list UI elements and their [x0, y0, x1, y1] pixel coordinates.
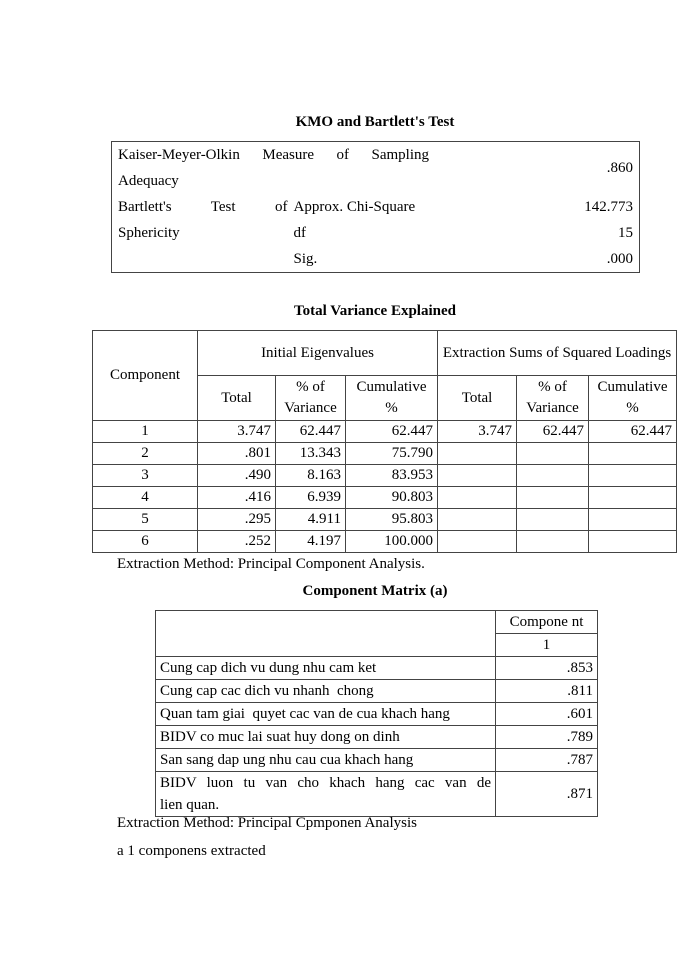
cell-ext-total: [438, 531, 517, 553]
cell-component: 5: [93, 509, 198, 531]
row-value: .000: [606, 251, 633, 267]
cell-component: 2: [93, 443, 198, 465]
header-ext-cumulative: Cumulative %: [589, 376, 677, 421]
table-row: [156, 703, 598, 726]
cell-ext-cum: [589, 509, 677, 531]
row-value: .853: [496, 657, 598, 680]
cell-cum: 100.000: [346, 531, 438, 553]
cell-total: .416: [198, 487, 276, 509]
cell-total: .801: [198, 443, 276, 465]
cell-ext-cum: [589, 531, 677, 553]
row-label-line2: lien quan.: [160, 797, 220, 813]
cell-ext-pct: [517, 509, 589, 531]
cell-ext-total: 3.747: [438, 421, 517, 443]
cell-ext-cum: [589, 487, 677, 509]
bartlett-label-line2: Sphericity: [118, 225, 180, 241]
cell-component: 4: [93, 487, 198, 509]
cell-ext-cum: 62.447: [589, 421, 677, 443]
row-value: 142.773: [584, 199, 633, 215]
header-ext-pct-variance: % of Variance: [517, 376, 589, 421]
cell-pct: 6.939: [276, 487, 346, 509]
cell-ext-pct: [517, 487, 589, 509]
row-value: .787: [496, 749, 598, 772]
table-row: [112, 246, 640, 273]
row-label-line1: BIDV luon tu van cho khach hang cac van de: [160, 775, 491, 791]
table-row: [112, 194, 640, 220]
cm-footnote-extracted: a 1 componens extracted: [117, 843, 266, 859]
row-label: BIDV co muc lai suat huy dong on dinh: [156, 726, 496, 749]
row-label: San sang dap ung nhu cau cua khach hang: [156, 749, 496, 772]
cell-ext-total: [438, 509, 517, 531]
component-matrix-title: Component Matrix (a): [302, 583, 448, 599]
cell-total: 3.747: [198, 421, 276, 443]
kmo-table: [111, 141, 640, 273]
row-label: Quan tam giai quyet cac van de cua khach hang: [156, 703, 496, 726]
header-component: Compone nt: [496, 611, 598, 634]
cell-ext-pct: 62.447: [517, 421, 589, 443]
cell-component: 6: [93, 531, 198, 553]
table-row: [93, 421, 677, 443]
tve-title: Total Variance Explained: [294, 303, 456, 319]
cell-component: 3: [93, 465, 198, 487]
table-row: [156, 680, 598, 703]
cell-pct: 4.197: [276, 531, 346, 553]
table-row: [112, 142, 640, 195]
table-row: [156, 726, 598, 749]
cell-ext-cum: [589, 443, 677, 465]
cell-pct: 13.343: [276, 443, 346, 465]
cell-component: 1: [93, 421, 198, 443]
cell-cum: 83.953: [346, 465, 438, 487]
row-label: Cung cap cac dich vu nhanh chong: [156, 680, 496, 703]
table-row: [93, 509, 677, 531]
cell-ext-cum: [589, 465, 677, 487]
kmo-label-line2: Adequacy: [118, 173, 179, 189]
kmo-label: [112, 142, 508, 195]
total-variance-table: [92, 330, 677, 553]
row-value: 15: [618, 225, 633, 241]
header-component-number: 1: [496, 634, 598, 657]
cell-ext-total: [438, 465, 517, 487]
cell-pct: 4.911: [276, 509, 346, 531]
cell-total: .295: [198, 509, 276, 531]
cell-total: .490: [198, 465, 276, 487]
header-initial-eigenvalues: Initial Eigenvalues: [198, 331, 438, 376]
row-value: .871: [496, 772, 598, 817]
component-matrix-table: [155, 610, 598, 817]
cell-cum: 62.447: [346, 421, 438, 443]
cell-ext-pct: [517, 443, 589, 465]
table-row: [156, 772, 598, 817]
kmo-title: KMO and Bartlett's Test: [295, 114, 455, 130]
tve-footnote: Extraction Method: Principal Component Analysis.: [117, 556, 425, 572]
cm-footnote-method: Extraction Method: Principal Cpmponen Analysis: [117, 815, 417, 831]
cell-cum: 75.790: [346, 443, 438, 465]
cell-ext-total: [438, 487, 517, 509]
header-pct-variance: % of Variance: [276, 376, 346, 421]
table-row: [112, 220, 640, 246]
table-row: [93, 531, 677, 553]
cell-ext-total: [438, 443, 517, 465]
row-label: Sig.: [293, 251, 318, 267]
cell-cum: 95.803: [346, 509, 438, 531]
row-label: [156, 772, 496, 817]
bartlett-label: Bartlett's Test of: [118, 199, 288, 215]
cell-ext-pct: [517, 465, 589, 487]
table-row: [93, 487, 677, 509]
row-label: Cung cap dich vu dung nhu cam ket: [156, 657, 496, 680]
cell-pct: 62.447: [276, 421, 346, 443]
cell-cum: 90.803: [346, 487, 438, 509]
kmo-value: .860: [606, 160, 633, 176]
table-row: [156, 749, 598, 772]
cell-total: .252: [198, 531, 276, 553]
header-component: Component: [93, 331, 198, 421]
cell-pct: 8.163: [276, 465, 346, 487]
cell-ext-pct: [517, 531, 589, 553]
table-row: [93, 443, 677, 465]
row-value: .601: [496, 703, 598, 726]
row-value: .789: [496, 726, 598, 749]
row-value: .811: [496, 680, 598, 703]
table-row: [156, 657, 598, 680]
header-cumulative: Cumulative %: [346, 376, 438, 421]
row-label: Approx. Chi-Square: [293, 199, 416, 215]
table-row: [93, 465, 677, 487]
header-total: Total: [198, 376, 276, 421]
header-ext-total: Total: [438, 376, 517, 421]
kmo-label-line1: Kaiser-Meyer-Olkin Measure of Sampling: [118, 147, 429, 163]
header-extraction-sums: Extraction Sums of Squared Loadings: [438, 331, 677, 376]
row-label: df: [293, 225, 306, 241]
